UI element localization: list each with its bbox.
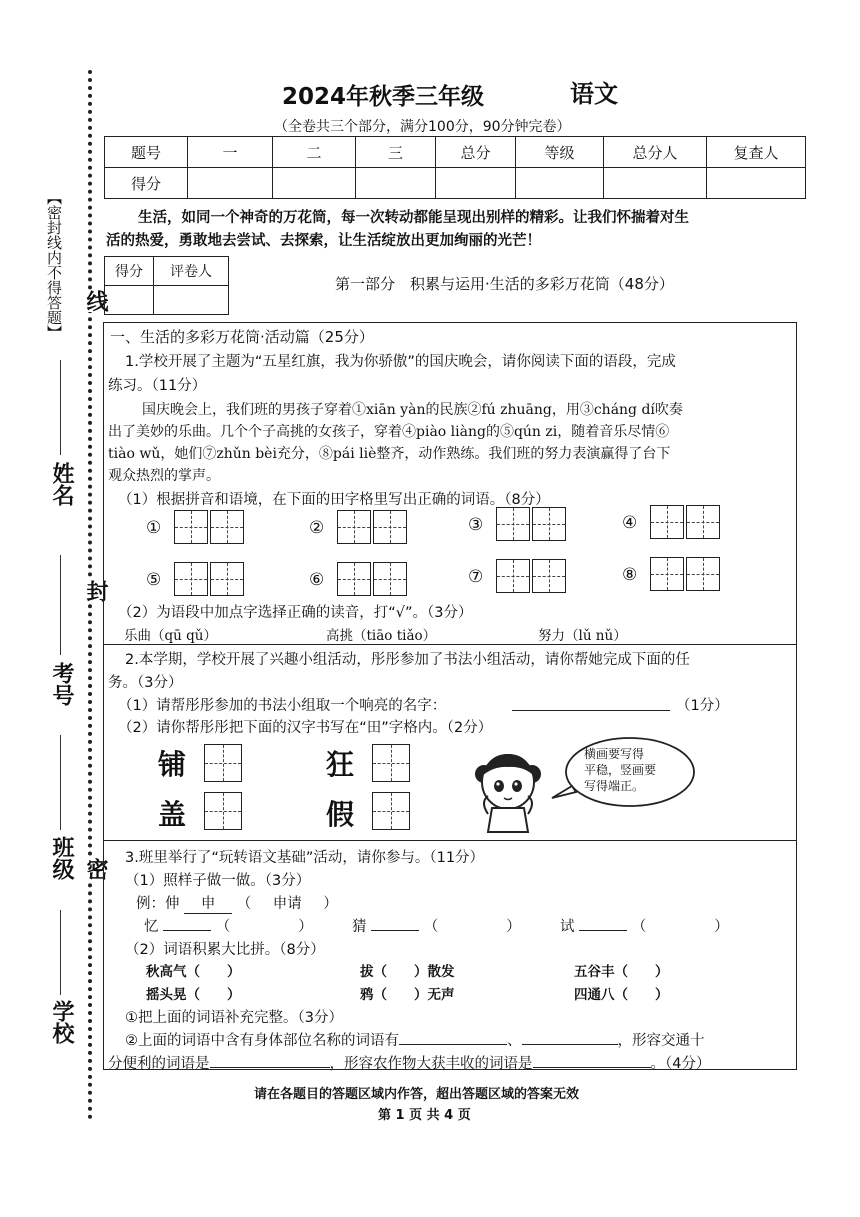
score-cell[interactable] [516, 168, 604, 199]
binding-feng: 封 [80, 580, 111, 602]
q1-text: 练习。（11分） [108, 378, 207, 394]
idiom-item[interactable]: 摇头晃（ ） [146, 987, 241, 1003]
tianzige-box[interactable] [373, 510, 407, 544]
q3-text: 3.班里举行了“玩转语文基础”活动，请你参与。（11分） [125, 850, 485, 866]
group-name-blank[interactable] [512, 710, 670, 711]
tianzige-box[interactable] [686, 557, 720, 591]
score-cell[interactable] [273, 168, 356, 199]
example-word: 申请 [272, 896, 302, 912]
practice-row: 忆 （ ） [144, 919, 313, 935]
score-header-cell: 等级 [516, 137, 604, 168]
example-row: 例：伸 申 （ 申请 ） [136, 892, 338, 914]
score-row-label: 得分 [105, 168, 188, 199]
q2-sub1-score: （1分） [676, 698, 729, 714]
practice-char: 忆 [144, 919, 159, 935]
q1-sub2: （2）为语段中加点字选择正确的读音，打“√”。（3分） [118, 605, 473, 621]
exam-subject: 语文 [570, 80, 618, 108]
score-table [104, 136, 806, 199]
item-number: ⑥ [309, 570, 325, 590]
score-cell[interactable] [356, 168, 436, 199]
score-header-cell: 一 [188, 137, 273, 168]
practice-blank[interactable] [579, 930, 627, 931]
tianzige-box[interactable] [373, 562, 407, 596]
tianzige-box[interactable] [337, 510, 371, 544]
binding-xian: 线 [80, 290, 111, 312]
reading-choice[interactable]: 乐曲（qū qǔ） [124, 628, 217, 644]
exam-subtitle: （全卷共三个部分，满分100分，90分钟完卷） [274, 119, 571, 135]
passage-line: 观众热烈的掌声。 [108, 468, 220, 484]
answer-blank[interactable] [210, 1067, 330, 1068]
q1-sub1: （1）根据拼音和语境，在下面的田字格里写出正确的词语。（8分） [118, 492, 550, 508]
grader-score-label: 得分 [105, 257, 154, 286]
idiom-item[interactable]: 鸦（ ）无声 [360, 987, 455, 1003]
score-cell[interactable] [707, 168, 806, 199]
reading-choice[interactable]: 努力（lǔ nǔ） [538, 628, 627, 644]
score-cell[interactable] [188, 168, 273, 199]
girl-illustration [458, 740, 558, 836]
tianzige-box[interactable] [204, 744, 242, 782]
exam-no-line [60, 555, 61, 655]
grader-score-cell[interactable] [105, 286, 154, 315]
item-number: ⑧ [622, 565, 638, 585]
footer-notice: 请在各题目的答题区域内作答，超出答题区域的答案无效 [254, 1087, 580, 1102]
tianzige-box[interactable] [337, 562, 371, 596]
section-heading: 一、生活的多彩万花筒·活动篇（25分） [110, 328, 374, 346]
bubble-line: 写得端正。 [584, 779, 645, 793]
task2-text: 分便利的词语是 [108, 1056, 210, 1072]
passage-line: tiào wǔ，她们⑦zhǔn bèi充分，⑧pái liè整齐，动作熟练。我们班的努力表演赢得了台下 [108, 446, 671, 462]
tianzige-box[interactable] [686, 505, 720, 539]
practice-blank[interactable] [163, 930, 211, 931]
label-name: 姓名 [49, 462, 74, 506]
q3-sub1: （1）照样子做一做。（3分） [125, 873, 311, 889]
q2-text: 2.本学期，学校开展了兴趣小组活动，彤彤参加了书法小组活动，请你帮她完成下面的任 [125, 652, 690, 668]
tianzige-box[interactable] [204, 792, 242, 830]
speech-bubble [584, 746, 656, 794]
grader-label: 评卷人 [154, 257, 229, 286]
task2-text: ②上面的词语中含有身体部位名称的词语有 [125, 1033, 399, 1049]
item-number: ③ [468, 515, 484, 535]
tianzige-box[interactable] [650, 505, 684, 539]
score-header-cell: 题号 [105, 137, 188, 168]
intro-line: 生活，如同一个神奇的万花筒，每一次转动都能呈现出别样的精彩。让我们怀揣着对生 [138, 210, 689, 226]
task2-text: ，形容交通十 [617, 1033, 705, 1049]
item-number: ⑦ [468, 567, 484, 587]
part1-title: 第一部分 积累与运用·生活的多彩万花筒（48分） [335, 275, 674, 293]
answer-blank[interactable] [533, 1067, 651, 1068]
grader-table [104, 256, 229, 315]
idiom-item[interactable]: 五谷丰（ ） [574, 964, 669, 980]
q2-sub2: （2）请你帮彤彤把下面的汉字书写在“田”字格内。（2分） [118, 720, 493, 736]
passage-line: 出了美妙的乐曲。几个个子高挑的女孩子，穿着④piào liàng的⑤qún zi，随着音乐尽情⑥ [108, 424, 670, 440]
item-number: ② [309, 518, 325, 538]
practice-row: 猜 （ ） [352, 919, 521, 935]
q2-text: 务。（3分） [108, 675, 183, 691]
q3-task2-row [108, 1052, 710, 1073]
score-header-cell: 总分 [436, 137, 516, 168]
tianzige-box[interactable] [372, 792, 410, 830]
passage-line: 国庆晚会上，我们班的男孩子穿着①xiān yàn的民族②fú zhuāng，用③cháng dí吹奏 [142, 402, 683, 418]
practice-blank[interactable] [371, 930, 419, 931]
idiom-item[interactable]: 秋高气（ ） [146, 964, 241, 980]
binding-notice: 【密封线内不得答题】 [45, 190, 63, 340]
idiom-item[interactable]: 拔（ ）散发 [360, 964, 455, 980]
tianzige-box[interactable] [496, 559, 530, 593]
class-line [60, 735, 61, 830]
q1-text: 1.学校开展了主题为“五星红旗，我为你骄傲”的国庆晚会，请你阅读下面的语段，完成 [125, 354, 676, 370]
example-label: 例：伸 [136, 896, 180, 912]
practice-char: 猜 [352, 919, 367, 935]
tianzige-box[interactable] [650, 557, 684, 591]
practice-row: 试 （ ） [560, 919, 729, 935]
answer-blank[interactable] [399, 1044, 507, 1045]
tianzige-box[interactable] [210, 562, 244, 596]
q3-task1: ①把上面的词语补充完整。（3分） [125, 1010, 343, 1026]
tianzige-box[interactable] [210, 510, 244, 544]
label-school: 学校 [49, 1000, 74, 1044]
practice-char: 试 [560, 919, 575, 935]
label-exam-no: 考号 [49, 662, 74, 706]
answer-blank[interactable] [522, 1044, 618, 1045]
model-char: 铺 [158, 748, 187, 781]
idiom-item[interactable]: 四通八（ ） [574, 987, 669, 1003]
binding-mi: 密 [80, 858, 111, 880]
tianzige-box[interactable] [174, 510, 208, 544]
model-char: 狂 [326, 748, 355, 781]
grader-name-cell[interactable] [154, 286, 229, 315]
score-header-cell: 三 [356, 137, 436, 168]
score-header-cell: 复查人 [707, 137, 806, 168]
name-line [60, 360, 61, 455]
intro-line: 活的热爱，勇敢地去尝试、去探索，让生活绽放出更加绚丽的光芒！ [106, 233, 541, 249]
q3-sub2: （2）词语积累大比拼。（8分） [125, 942, 325, 958]
item-number: ⑤ [146, 570, 162, 590]
exam-title: 2024年秋季三年级 [282, 84, 485, 110]
tianzige-box[interactable] [372, 744, 410, 782]
label-class: 班级 [49, 836, 74, 880]
score-header-cell: 二 [273, 137, 356, 168]
bubble-line: 横画要写得 [584, 747, 645, 761]
score-header-cell: 总分人 [604, 137, 707, 168]
q3-task2-row: ②上面的词语中含有身体部位名称的词语有 、 ，形容交通十 [125, 1033, 705, 1049]
model-char: 假 [326, 798, 355, 831]
page-number: 第 1 页 共 4 页 [378, 1108, 471, 1123]
tianzige-box[interactable] [532, 559, 566, 593]
item-number: ① [146, 518, 162, 538]
tianzige-box[interactable] [174, 562, 208, 596]
score-cell[interactable] [604, 168, 707, 199]
reading-choice[interactable]: 高挑（tiāo tiǎo） [326, 628, 437, 644]
school-line [60, 910, 61, 995]
item-number: ④ [622, 513, 638, 533]
task2-text: ，形容农作物大获丰收的词语是 [329, 1056, 533, 1072]
tianzige-box[interactable] [496, 507, 530, 541]
score-cell[interactable] [436, 168, 516, 199]
task2-text: 。（4分） [650, 1056, 711, 1072]
q2-sub1: （1）请帮彤彤参加的书法小组取一个响亮的名字： [118, 698, 447, 714]
tianzige-box[interactable] [532, 507, 566, 541]
model-char: 盖 [158, 798, 187, 831]
bubble-line: 平稳，竖画要 [584, 763, 657, 777]
example-fill: 申 [184, 892, 232, 914]
